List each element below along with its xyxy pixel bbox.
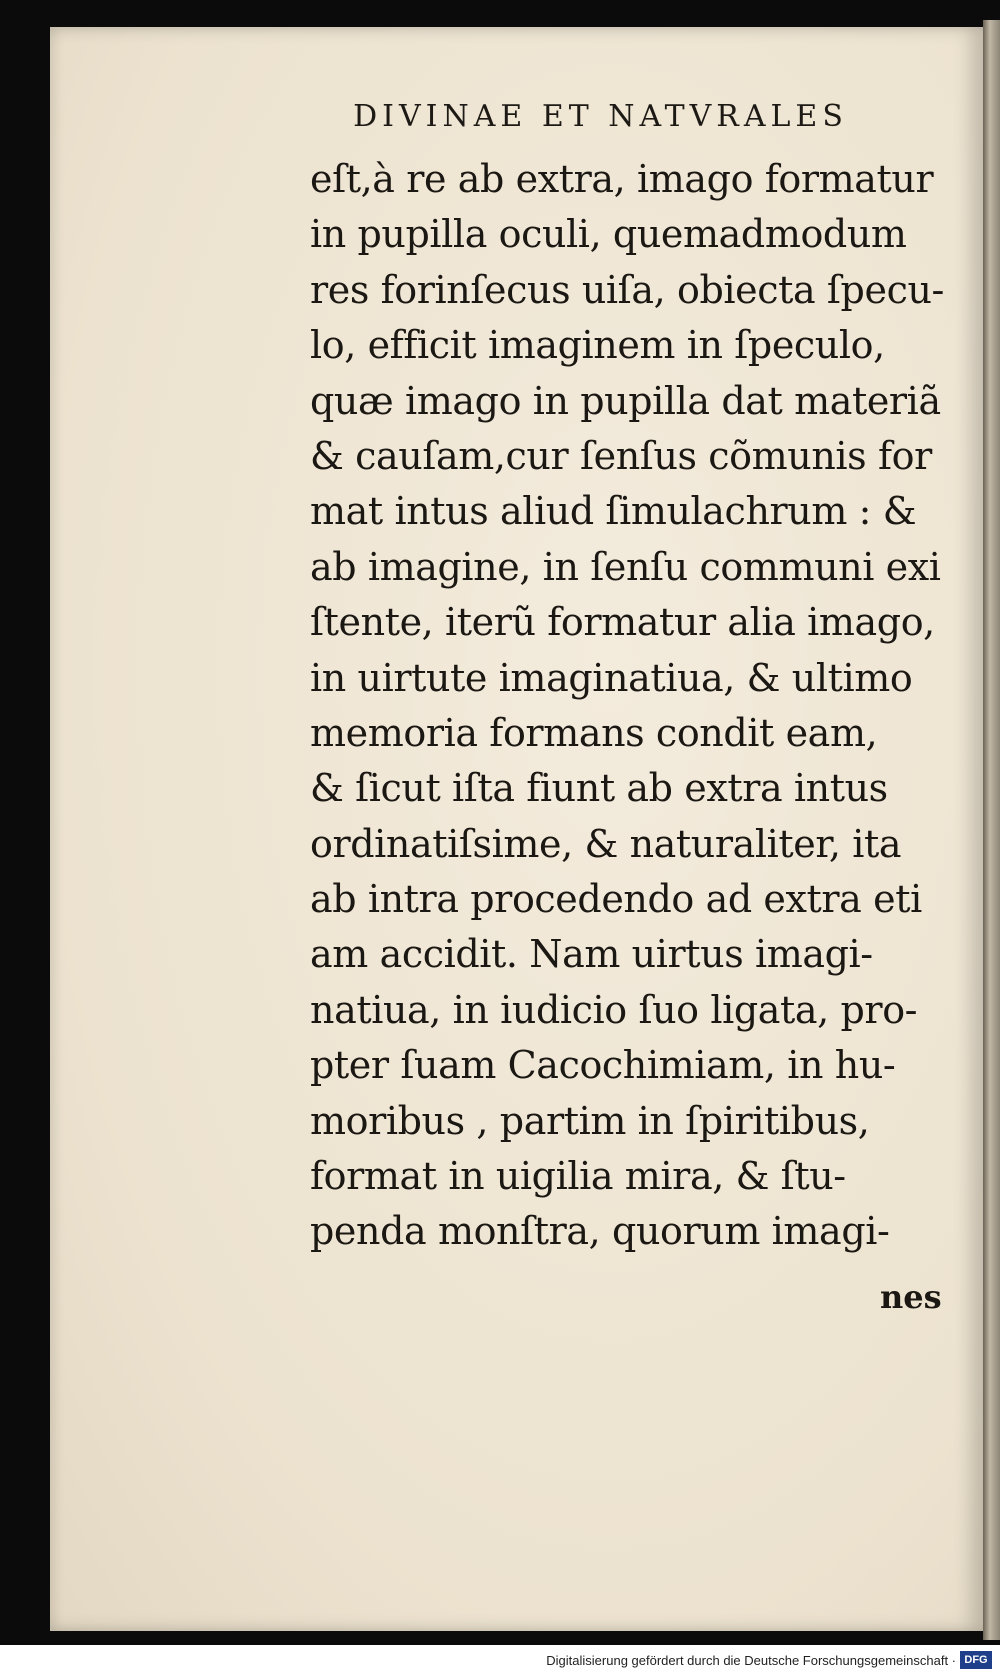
text-line: res forinſecus uiſa, obiecta ſpecu-: [310, 267, 944, 312]
dfg-logo-icon: DFG: [960, 1651, 992, 1669]
text-line: quæ imago in pupilla dat materiã: [310, 378, 941, 423]
text-line: format in uigilia mira, & ſtu-: [310, 1154, 846, 1199]
text-line: am accidit. Nam uirtus imagi-: [310, 932, 873, 977]
text-line: ab intra procedendo ad extra eti: [310, 877, 922, 922]
digitization-footer: [0, 1645, 1000, 1678]
text-line: ſtente, iterũ formatur alia imago,: [310, 600, 935, 645]
body-text: [310, 152, 960, 1260]
text-line: in pupilla oculi, quemadmodum: [310, 212, 907, 257]
text-line: mat intus aliud ſimulachrum : &: [310, 489, 917, 534]
text-line: lo, efficit imaginem in ſpeculo,: [310, 323, 885, 368]
text-line: memoria formans condit eam,: [310, 710, 878, 755]
text-line: pter ſuam Cacochimiam, in hu-: [310, 1043, 896, 1088]
text-line: penda monſtra, quorum imagi-: [310, 1209, 890, 1254]
catchword: nes: [880, 1278, 942, 1316]
text-line: ordinatiſsime, & naturaliter, ita: [310, 821, 902, 866]
text-line: natiua, in iudicio ſuo ligata, pro-: [310, 987, 918, 1032]
text-line: in uirtute imaginatiua, & ultimo: [310, 655, 913, 700]
text-line: & cauſam,cur ſenſus cõmunis for: [310, 433, 932, 478]
text-line: moribus , partim in ſpiritibus,: [310, 1098, 870, 1143]
text-line: ab imagine, in ſenſu communi exi: [310, 544, 941, 589]
text-line: & ſicut iſta fiunt ab extra intus: [310, 766, 888, 811]
running-head: DIVINAE ET NATVRALES: [353, 99, 848, 134]
page-edge: [983, 20, 1000, 1640]
text-line: eſt,à re ab extra, imago formatur: [310, 157, 934, 201]
funding-credit: Digitalisierung gefördert durch die Deutsche Forschungsgemeinschaft ·: [546, 1653, 956, 1668]
